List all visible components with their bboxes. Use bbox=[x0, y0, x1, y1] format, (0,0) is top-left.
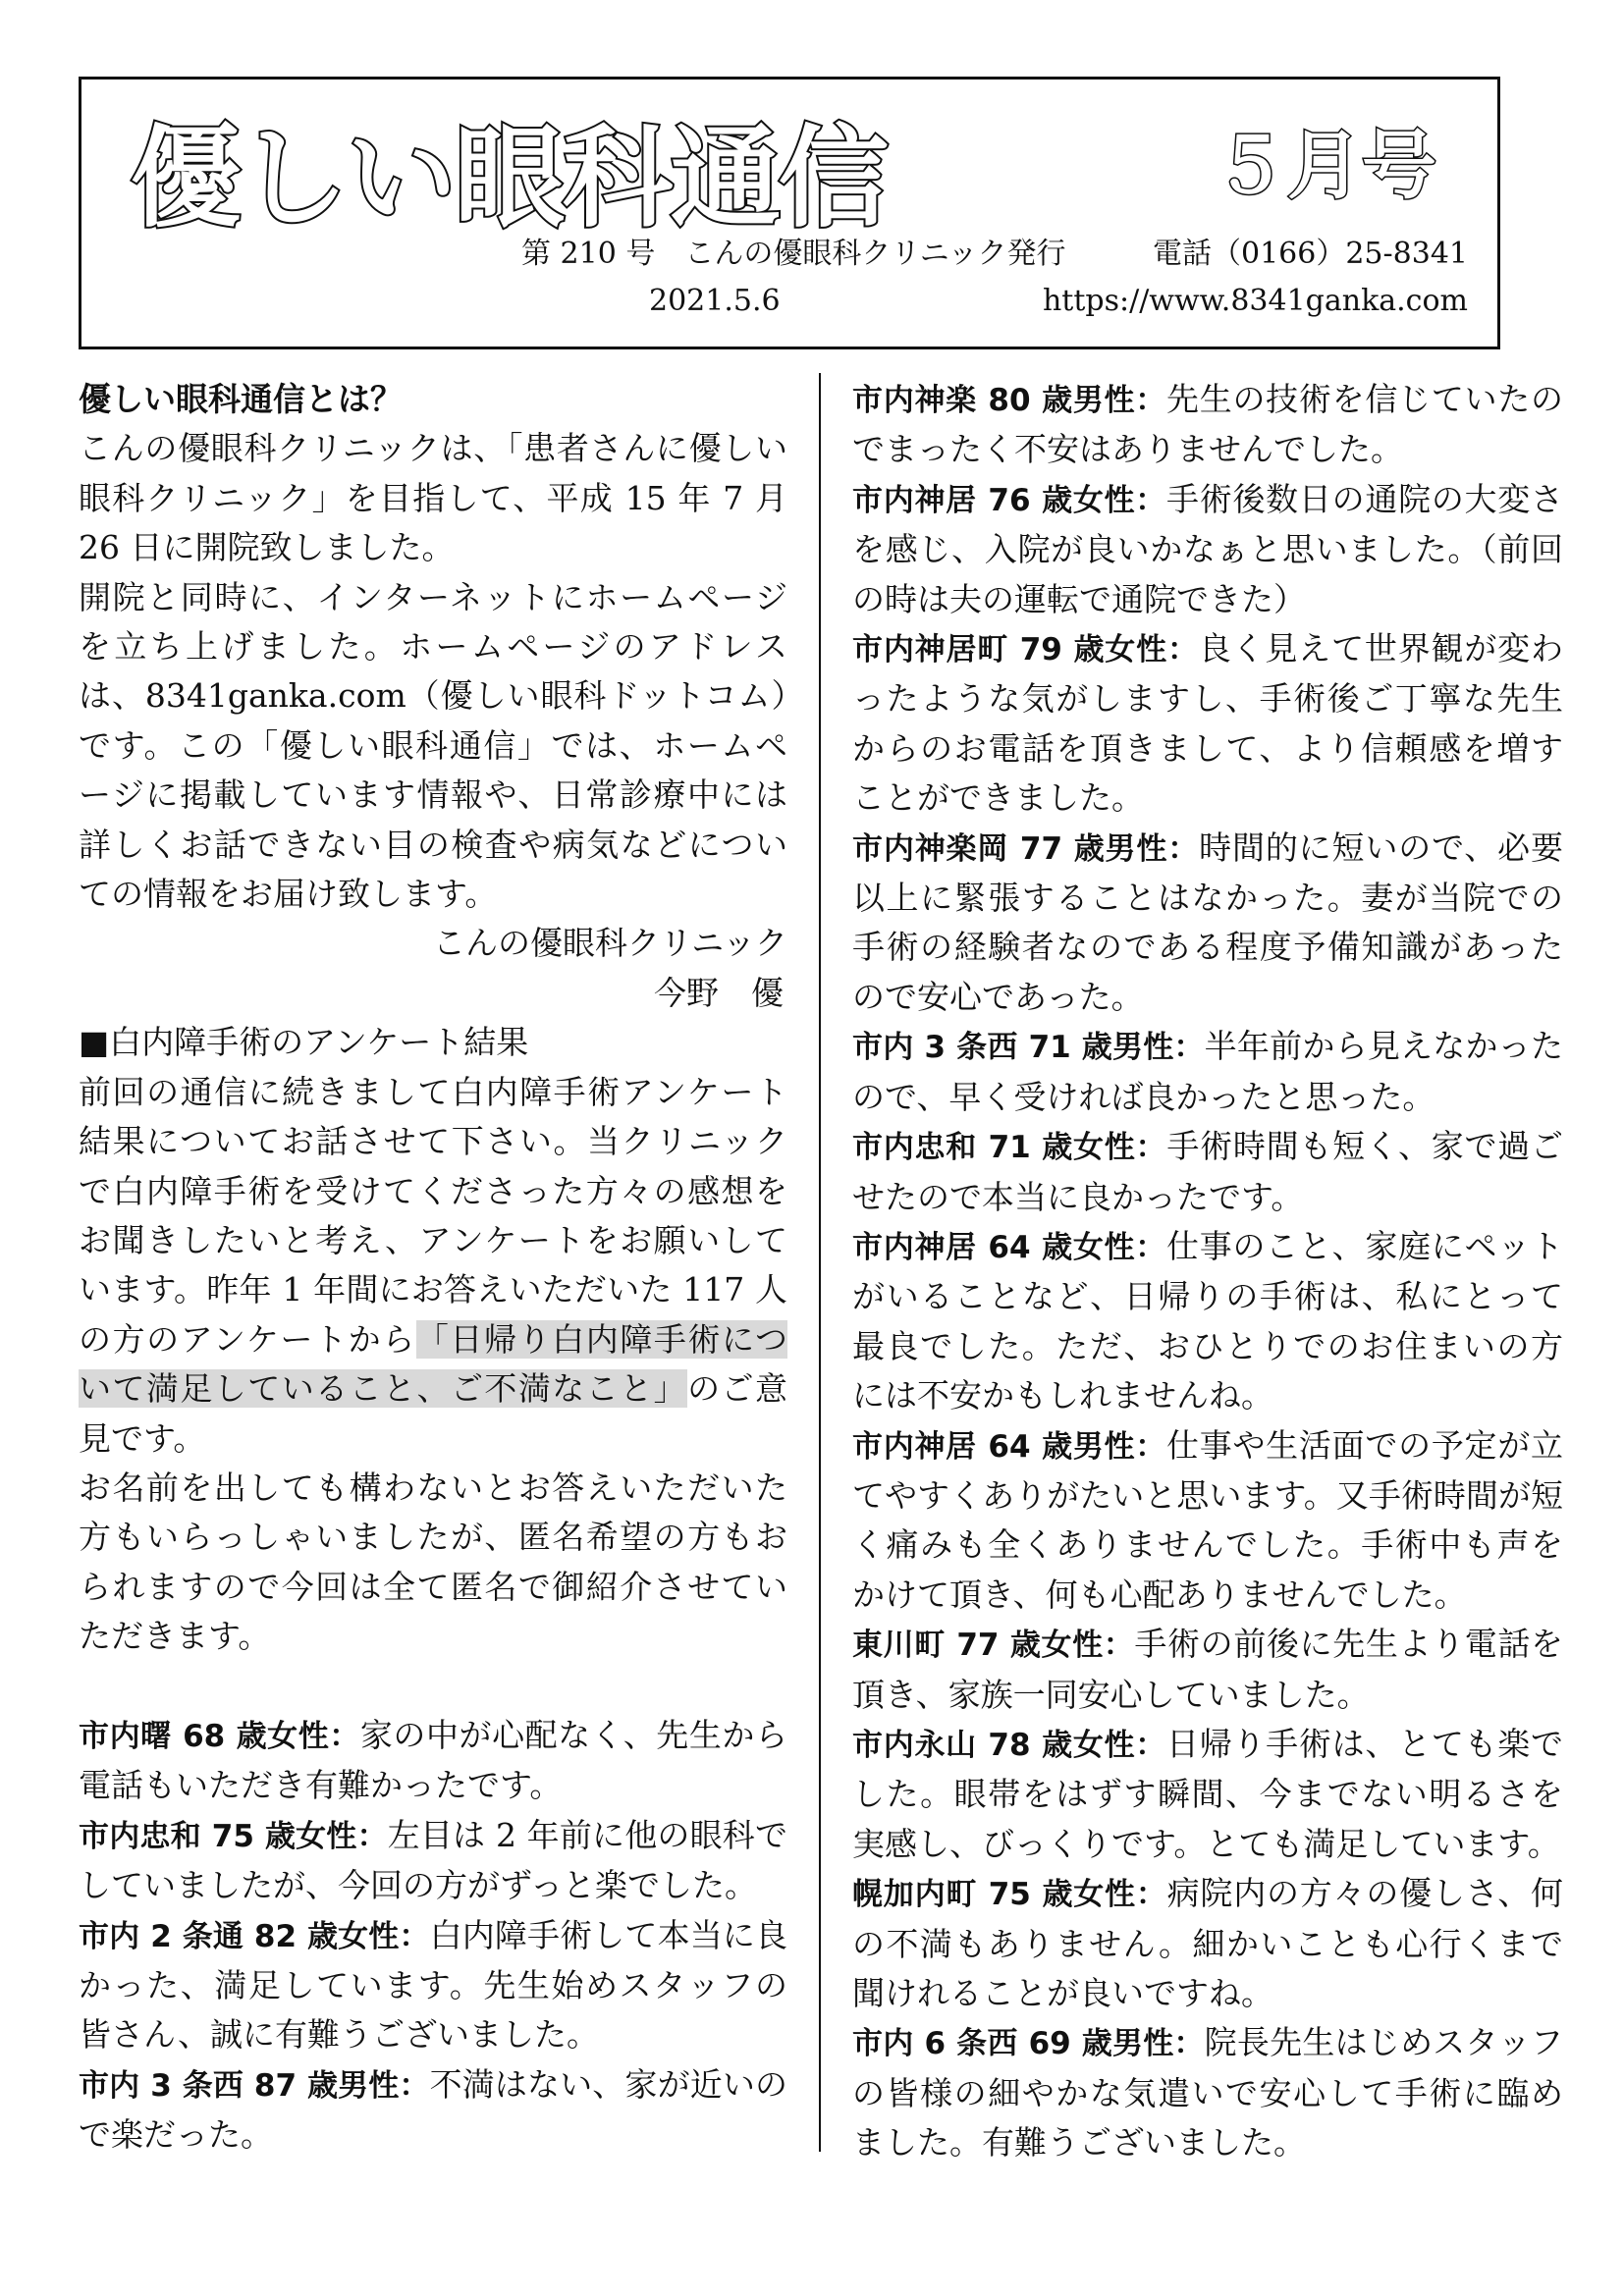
comment-text: 手術後数日の通院の大変さを感じ、入院が良いかなぁと思いました。（前回の時は夫の運転で通院できた） bbox=[852, 479, 1564, 618]
comment-respondent: 市内神居 76 歳女性： bbox=[852, 482, 1166, 518]
intro-heading: 優しい眼科通信とは？ bbox=[79, 380, 403, 418]
signature-clinic: こんの優眼科クリニック bbox=[432, 924, 787, 963]
comment-item bbox=[852, 1421, 1563, 1621]
phone-number: 電話（0166）25-8341 bbox=[1152, 237, 1468, 271]
comment-text: 半年前から見えなかったので、早く受ければ良かったと思った。 bbox=[852, 1027, 1563, 1116]
newsletter-title: 優しい眼科通信 bbox=[131, 115, 887, 242]
comment-text: 仕事のこと、家庭にペットがいることなど、日帰りの手術は、私にとって最良でした。ただ、おひとりでのお住まいの方には不安かもしれませんね。 bbox=[852, 1226, 1563, 1415]
comment-respondent: 市内永山 78 歳女性： bbox=[852, 1727, 1166, 1763]
comment-respondent: 市内 3 条西 71 歳男性： bbox=[852, 1030, 1205, 1066]
signature-name: 今野 優 bbox=[654, 973, 784, 1012]
comment-item bbox=[79, 1911, 787, 2060]
survey-text-after: のご意見です。 bbox=[79, 1369, 788, 1458]
comment-item bbox=[852, 2018, 1563, 2167]
column-divider bbox=[819, 373, 821, 2152]
comment-respondent: 市内神楽 80 歳男性： bbox=[852, 383, 1166, 418]
comment-text: 仕事や生活面での予定が立てやすくありがたいと思います。又手術時間が短く痛みも全くありませんでした。手術中も声をかけて頂き、何も心配ありませんでした。 bbox=[852, 1425, 1563, 1614]
right-column bbox=[852, 375, 1563, 2168]
comment-respondent: 市内 2 条通 82 歳女性： bbox=[79, 1918, 430, 1954]
comment-text: 病院内の方々の優しさ、何の不満もありません。細かいことも心行くまで聞けれることが良いですね。 bbox=[852, 1874, 1563, 2012]
survey-highlight: 「日帰り白内障手術について満足していること、ご不満なこと」 bbox=[79, 1319, 787, 1409]
comment-text: 先生の技術を信じていたのでまったく不安はありませんでした。 bbox=[852, 380, 1563, 469]
comment-item bbox=[852, 1022, 1563, 1122]
newsletter-header bbox=[79, 77, 1500, 349]
spacer bbox=[79, 1662, 787, 1711]
comment-text: 時間的に短いので、必要以上に緊張することはなかった。妻が当院での手術の経験者なのである程度予備知識があったので安心であった。 bbox=[852, 828, 1563, 1016]
comment-item bbox=[852, 375, 1563, 475]
comment-respondent: 市内忠和 75 歳女性： bbox=[79, 1818, 388, 1854]
comment-item bbox=[79, 2060, 787, 2161]
comment-text: 家の中が心配なく、先生から電話もいただき有難かったです。 bbox=[79, 1715, 787, 1805]
comment-respondent: 市内 6 条西 69 歳男性： bbox=[852, 2026, 1205, 2062]
comment-respondent: 市内 3 条西 87 歳男性： bbox=[79, 2067, 430, 2104]
comment-item bbox=[852, 1620, 1563, 1720]
comment-text: 院長先生はじめスタッフの皆様の細やかな気遣いで安心して手術に臨めました。有難うございました。 bbox=[852, 2023, 1563, 2163]
comment-item bbox=[852, 824, 1563, 1023]
comment-item bbox=[852, 1222, 1563, 1421]
comment-text: 白内障手術して本当に良かった、満足しています。先生始めスタッフの皆さん、誠に有難うございました。 bbox=[79, 1915, 787, 2055]
comment-text: 左目は 2 年前に他の眼科でしていましたが、今回の方がずっと楽でした。 bbox=[79, 1815, 787, 1905]
comment-text: 不満はない、家が近いので楽だった。 bbox=[79, 2064, 787, 2155]
comment-text: 日帰り手術は、とても楽でした。眼帯をはずす瞬間、今までない明るさを実感し、びっくりです。とても満足しています。 bbox=[852, 1724, 1563, 1863]
comment-respondent: 市内神居 64 歳男性： bbox=[852, 1428, 1166, 1465]
comment-item bbox=[852, 624, 1563, 824]
issue-info: 第 210 号 こんの優眼科クリニック発行 bbox=[521, 237, 1066, 271]
comment-text: 手術の前後に先生より電話を頂き、家族一同安心していました。 bbox=[852, 1625, 1564, 1714]
comment-respondent: 市内曙 68 歳女性： bbox=[79, 1718, 360, 1754]
survey-heading: ■白内障手術のアンケート結果 bbox=[79, 1023, 529, 1062]
intro-paragraph-1: こんの優眼科クリニックは、「患者さんに優しい眼科クリニック」を目指して、平成 15 年 7 月 26 日に開院致しました。 bbox=[79, 429, 787, 567]
left-column bbox=[79, 375, 787, 2161]
survey-paragraph-1 bbox=[79, 1068, 787, 1464]
comment-respondent: 市内神居町 79 歳女性： bbox=[852, 632, 1199, 668]
issue-month-label: ５月号 bbox=[1213, 122, 1436, 209]
survey-text-before: 前回の通信に続きまして白内障手術アンケート結果についてお話させて下さい。当クリニックで白内障手術を受けてくださった方々の感想をお聞きしたいと考え、アンケートをお願いしています。昨年 1 年間にお答えいただいた 117 人の方のアンケートから bbox=[79, 1072, 787, 1359]
intro-paragraph-2: 開院と同時に、インターネットにホームページを立ち上げました。ホームページのアドレスは、8341ganka.com（優しい眼科ドットコム）です。この「優しい眼科通信」では、ホームページに掲載しています情報や、日常診療中には詳しくお話できない目の検査や病気などについての情報をお届け致します。 bbox=[79, 577, 787, 914]
comment-item bbox=[852, 1869, 1563, 2018]
comment-respondent: 市内忠和 71 歳女性： bbox=[852, 1130, 1167, 1166]
comment-respondent: 幌加内町 75 歳女性： bbox=[852, 1877, 1167, 1913]
website-url: https://www.8341ganka.com bbox=[1042, 284, 1468, 318]
comment-respondent: 東川町 77 歳女性： bbox=[852, 1628, 1135, 1664]
comment-text: 良く見えて世界観が変わったような気がしますし、手術後ご丁寧な先生からのお電話を頂きまして、より信頼感を増すことができました。 bbox=[852, 629, 1564, 818]
comment-item bbox=[852, 1720, 1563, 1869]
comment-respondent: 市内神楽岡 77 歳男性： bbox=[852, 830, 1200, 867]
comment-item bbox=[79, 1811, 787, 1911]
comment-respondent: 市内神居 64 歳女性： bbox=[852, 1229, 1166, 1265]
comment-text: 手術時間も短く、家で過ごせたので本当に良かったです。 bbox=[852, 1127, 1563, 1216]
comment-item bbox=[852, 475, 1563, 624]
comment-item bbox=[852, 1122, 1563, 1222]
survey-paragraph-2: お名前を出しても構わないとお答えいただいた方もいらっしゃいましたが、匿名希望の方もおられますので今回は全て匿名で御紹介させていただきます。 bbox=[79, 1468, 788, 1656]
comment-item bbox=[79, 1711, 787, 1811]
issue-date: 2021.5.6 bbox=[649, 284, 781, 318]
